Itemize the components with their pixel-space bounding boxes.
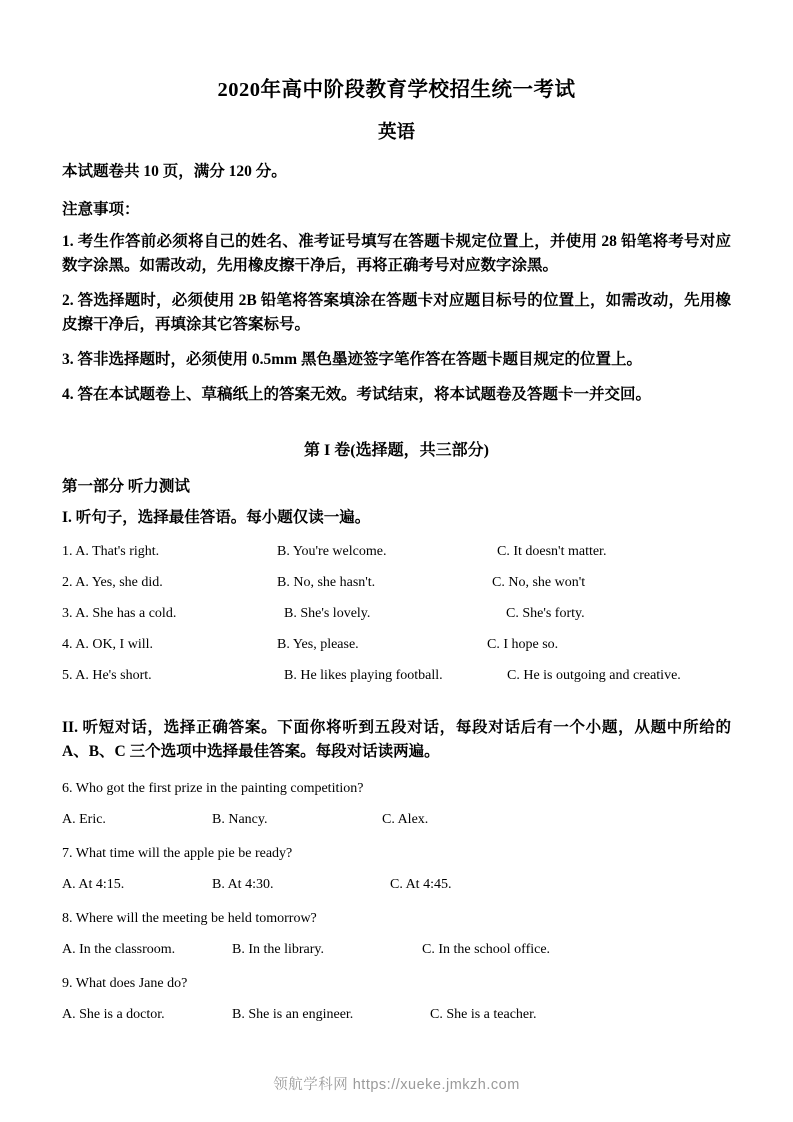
option-a: A. At 4:15. [62,877,125,893]
option-a: 1. A. That's right. [62,543,160,559]
option-c: C. Alex. [382,812,429,828]
option-c: C. She's forty. [506,605,585,621]
question-7-options [62,874,731,895]
question-6-stem: 6. Who got the first prize in the painting competition? [62,781,364,797]
option-c: C. No, she won't [492,574,586,590]
question-8-stem: 8. Where will the meeting be held tomorrow? [62,911,317,927]
option-a: 2. A. Yes, she did. [62,574,163,590]
question-9-options [62,1004,731,1025]
option-c: C. In the school office. [422,942,551,958]
option-a: 4. A. OK, I will. [62,636,153,652]
notice-label: 注意事项： [62,200,140,218]
option-b: B. You're welcome. [277,543,387,559]
option-a: A. In the classroom. [62,942,176,958]
notice-item-4: 4. 答在本试题卷上、草稿纸上的答案无效。考试结束，将本试题卷及答题卡一并交回。 [62,385,652,403]
option-a: 3. A. She has a cold. [62,605,177,621]
listening-item-1 [62,541,731,562]
section-II-instruction: II. 听短对话，选择正确答案。下面你将听到五段对话，每段对话后有一个小题，从题中所给的 A、B、C 三个选项中选择最佳答案。每段对话读两遍。 [62,718,731,761]
paper-info: 本试题卷共 10 页，满分 120 分。 [62,162,287,180]
option-c: C. I hope so. [487,636,559,652]
question-9-stem: 9. What does Jane do? [62,976,188,992]
question-8-options [62,939,731,960]
subject-title: 英语 [377,122,415,143]
listening-item-2 [62,572,731,593]
part-one-heading: 第一部分 听力测试 [62,477,190,495]
option-b: B. She's lovely. [284,605,371,621]
section-I-instruction: I. 听句子，选择最佳答语。每小题仅读一遍。 [62,508,371,526]
option-b: B. Yes, please. [277,636,359,652]
option-b: B. He likes playing football. [284,667,443,683]
option-a: A. Eric. [62,812,106,828]
notice-item-2: 2. 答选择题时，必须使用 2B 铅笔将答案填涂在答题卡对应题目标号的位置上，如需改动，先用橡皮擦干净后，再填涂其它答案标号。 [62,291,731,333]
option-c: C. It doesn't matter. [497,543,607,559]
notice-item-1: 1. 考生作答前必须将自己的姓名、准考证号填写在答题卡规定位置上，并使用 28 铅笔将考号对应数字涂黑。如需改动，先用橡皮擦干净后，再将正确考号对应数字涂黑。 [62,232,731,274]
question-6-options [62,809,731,830]
listening-item-5 [62,665,731,686]
notice-item-3: 3. 答非选择题时，必须使用 0.5mm 黑色墨迹签字笔作答在答题卡题目规定的位置上。 [62,350,642,368]
option-c: C. He is outgoing and creative. [507,667,681,683]
option-a: A. She is a doctor. [62,1007,165,1023]
paper-section-heading: 第 I 卷(选择题，共三部分) [304,441,489,459]
option-b: B. In the library. [232,942,325,958]
option-c: C. She is a teacher. [430,1007,537,1023]
listening-item-4 [62,634,731,655]
watermark: 领航学科网 https://xueke.jmkzh.com [273,1077,520,1093]
option-b: B. No, she hasn't. [277,574,376,590]
listening-item-3 [62,603,731,624]
page-title: 2020年高中阶段教育学校招生统一考试 [217,79,576,101]
option-a: 5. A. He's short. [62,667,152,683]
option-c: C. At 4:45. [390,877,452,893]
option-b: B. At 4:30. [212,877,274,893]
option-b: B. She is an engineer. [232,1007,354,1023]
option-b: B. Nancy. [212,812,268,828]
question-7-stem: 7. What time will the apple pie be ready? [62,846,293,862]
